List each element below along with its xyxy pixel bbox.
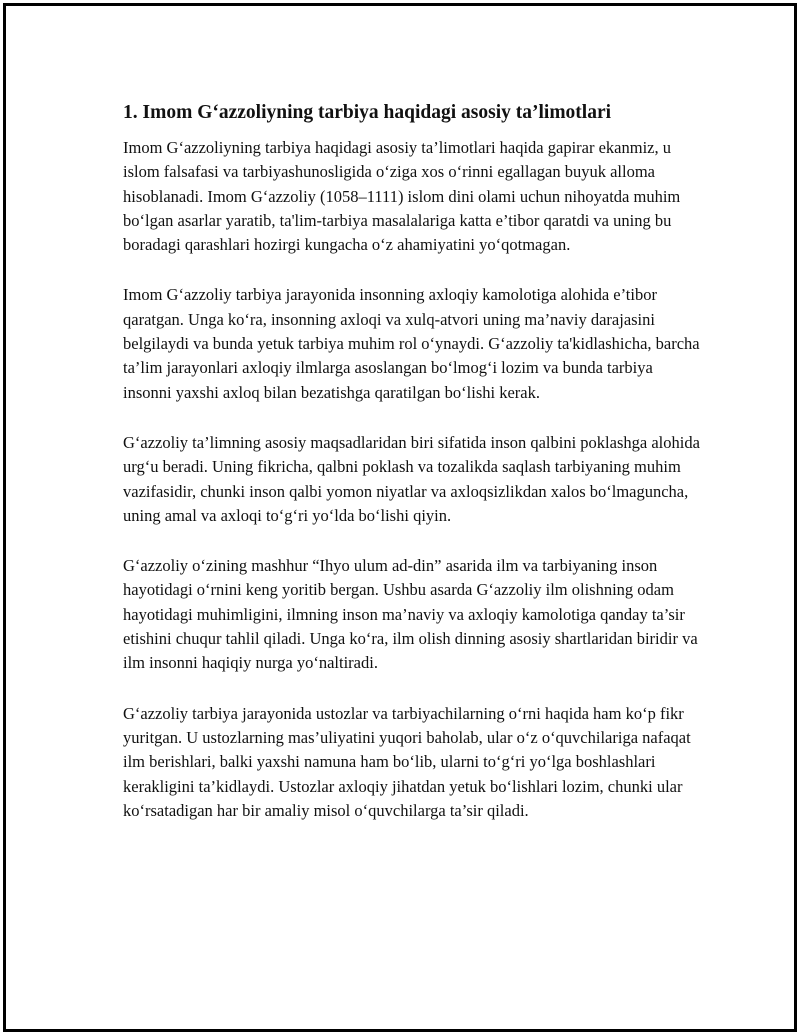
document-body [123, 99, 703, 849]
paragraph-4: G‘azzoliy o‘zining mashhur “Ihyo ulum ad-din” asarida ilm va tarbiyaning inson hayotidagi o‘rnini keng yoritib bergan. Ushbu asarda G‘azzoliy ilm olishning odam hayotidagi muhimligini, ilmning inson ma’naviy va axloqiy kamolotiga qanday ta’sir etishini chuqur tahlil qiladi. Unga ko‘ra, ilm olish dinning asosiy shartlaridan biridir va ilm insonni haqiqiy nurga yo‘naltiradi. [123, 556, 698, 673]
page-frame [3, 3, 797, 1032]
paragraph-1: Imom G‘azzoliyning tarbiya haqidagi asosiy ta’limotlari haqida gapirar ekanmiz, u islom falsafasi va tarbiyashunosligida o‘ziga xos o‘rinni egallagan buyuk alloma hisoblanadi. Imom G‘azzoliy (1058–1111) islom dini olami uchun nihoyatda muhim bo‘lgan asarlar yaratib, ta'lim-tarbiya masalalariga katta e’tibor qaratdi va uning bu boradagi qarashlari hozirgi kungacha o‘z ahamiyatini yo‘qotmagan. [123, 138, 681, 255]
section-heading: 1. Imom G‘azzoliyning tarbiya haqidagi asosiy ta’limotlari [123, 102, 612, 123]
paragraph-2: Imom G‘azzoliy tarbiya jarayonida insonning axloqiy kamolotiga alohida e’tibor qaratgan. Unga ko‘ra, insonning axloqi va xulq-atvori uning ma’naviy darajasini belgilaydi va bunda yetuk tarbiya muhim rol o‘ynaydi. G‘azzoliy ta'kidlashicha, barcha ta’lim jarayonlari axloqiy ilmlarga asoslangan bo‘lmog‘i lozim va bunda tarbiya insonni yaxshi axloq bilan bezatishga qaratilgan bo‘lishi kerak. [123, 285, 700, 402]
paragraph-5: G‘azzoliy tarbiya jarayonida ustozlar va tarbiyachilarning o‘rni haqida ham ko‘p fikr yuritgan. U ustozlarning mas’uliyatini yuqori baholab, ular o‘z o‘quvchilariga nafaqat ilm berishlari, balki yaxshi namuna ham bo‘lib, ularni to‘g‘ri yo‘lga boshlashlari kerakligini ta’kidlaydi. Ustozlar axloqiy jihatdan yetuk bo‘lishlari lozim, chunki ular ko‘rsatadigan har bir amaliy misol o‘quvchilarga ta’sir qiladi. [123, 703, 691, 820]
paragraph-3: G‘azzoliy ta’limning asosiy maqsadlaridan biri sifatida inson qalbini poklashga alohida urg‘u beradi. Uning fikricha, qalbni poklash va tozalikda saqlash tarbiyaning muhim vazifasidir, chunki inson qalbi yomon niyatlar va axloqsizlikdan xalos bo‘lmaguncha, uning amal va axloqi to‘g‘ri yo‘lda bo‘lishi qiyin. [123, 432, 700, 525]
